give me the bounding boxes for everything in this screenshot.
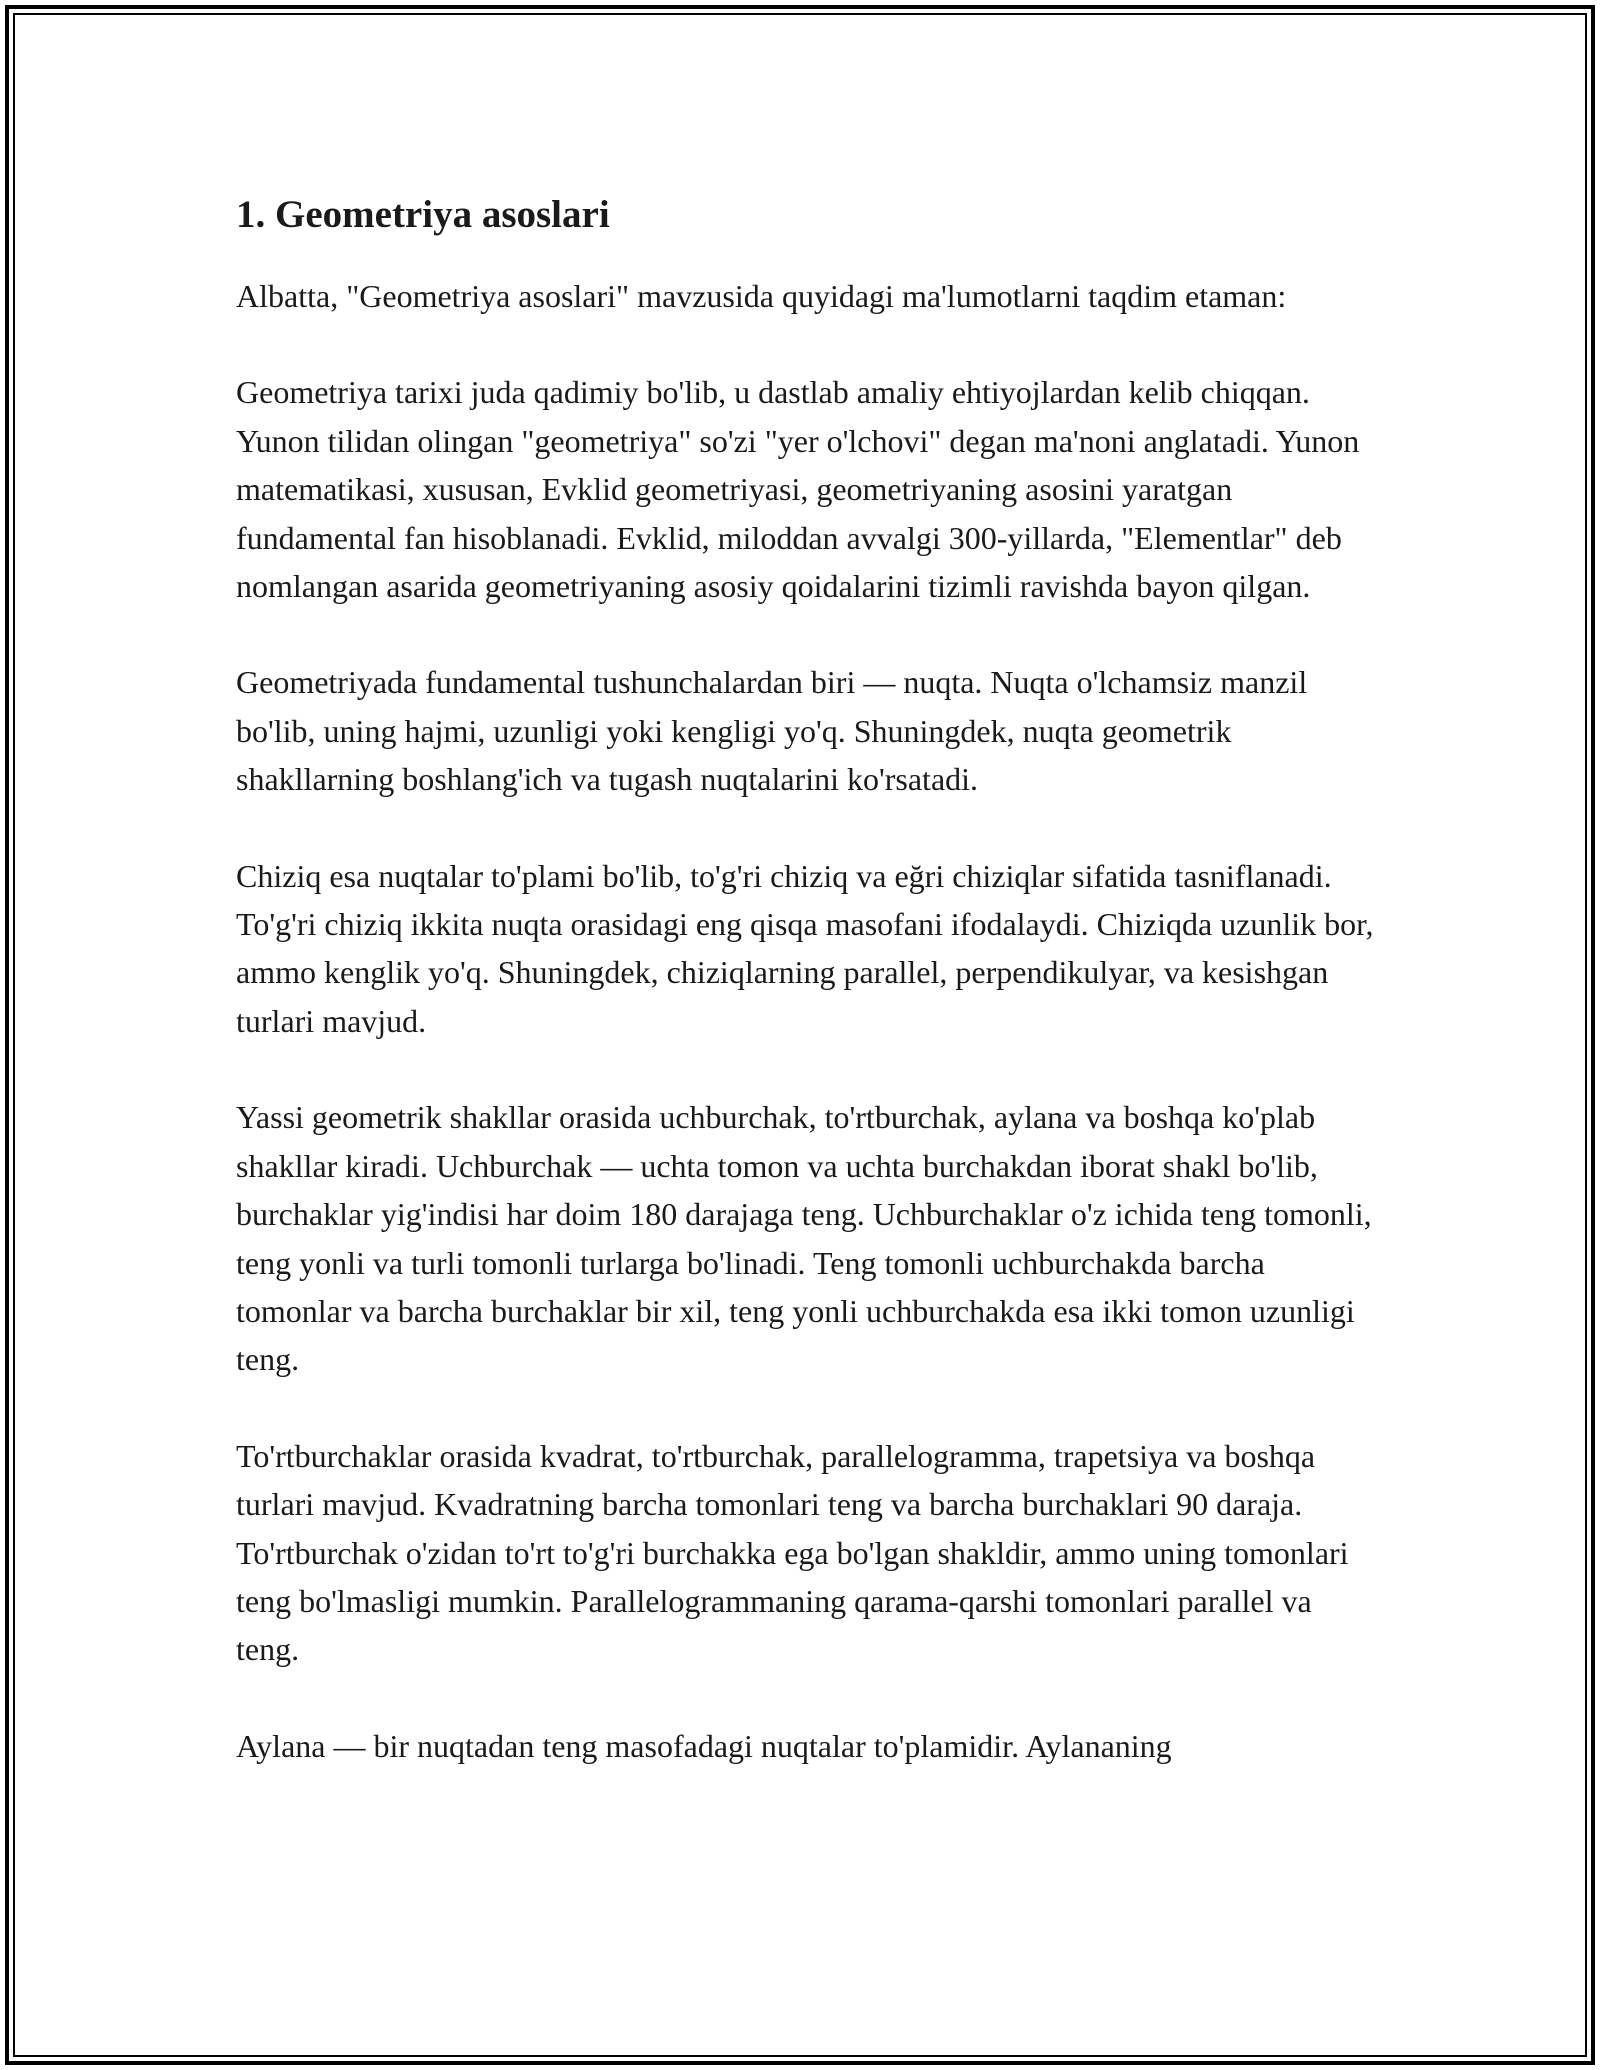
paragraph-history: Geometriya tarixi juda qadimiy bo'lib, u dastlab amaliy ehtiyojlardan kelib chiqqan. Yunon tilidan olingan "geometriya" so'zi "yer o'lchovi" degan ma'noni anglatadi. Yunon matematikasi, xususan, Evklid geometriyasi, geometriyaning asosini yaratgan fundamental fan hisoblanadi. Evklid, miloddan avvalgi 300-yillarda, "Elementlar" deb nomlangan asarida geometriyaning asosiy qoidalarini tizimli ravishda bayon qilgan. [236, 374, 1360, 605]
paragraph-point: Geometriyada fundamental tushunchalardan biri — nuqta. Nuqta o'lchamsiz manzil bo'lib, uning hajmi, uzunligi yoki kengligi yo'q. Shuningdek, nuqta geometrik shakllarning boshlang'ich va tugash nuqtalarini ko'rsatadi. [236, 664, 1308, 798]
paragraph-circle: Aylana — bir nuqtadan teng masofadagi nuqtalar to'plamidir. Aylananing [236, 1727, 1172, 1764]
paragraph-line: Chiziq esa nuqtalar to'plami bo'lib, to'g'ri chiziq va eğri chiziqlar sifatida tasniflanadi. To'g'ri chiziq ikkita nuqta orasidagi eng qisqa masofani ifodalaydi. Chiziqda uzunlik bor, ammo kenglik yo'q. Shuningdek, chiziqlarning parallel, perpendikulyar, va kesishgan turlari mavjud. [236, 857, 1374, 1039]
paragraph-quadrilateral: To'rtburchaklar orasida kvadrat, to'rtburchak, parallelogramma, trapetsiya va boshqa turlari mavjud. Kvadratning barcha tomonlari teng va barcha burchaklari 90 daraja. To'rtburchak o'zidan to'rt to'g'ri burchakka ega bo'lgan shakldir, ammo uning tomonlari teng bo'lmasligi mumkin. Parallelogrammaning qarama-qarshi tomonlari parallel va teng. [236, 1437, 1349, 1668]
paragraph-triangle: Yassi geometrik shakllar orasida uchburchak, to'rtburchak, aylana va boshqa ko'plab shakllar kiradi. Uchburchak — uchta tomon va uchta burchakdan iborat shakl bo'lib, burchaklar yig'indisi har doim 180 darajaga teng. Uchburchaklar o'z ichida teng tomonli, teng yonli va turli tomonli turlarga bo'linadi. Teng tomonli uchburchakda barcha tomonlar va barcha burchaklar bir xil, teng yonli uchburchakda esa ikki tomon uzunligi teng. [236, 1099, 1372, 1378]
paragraph-intro: Albatta, "Geometriya asoslari" mavzusida quyidagi ma'lumotlarni taqdim etaman: [236, 278, 1287, 314]
document-body [236, 188, 1376, 1818]
section-title: 1. Geometriya asoslari [236, 193, 610, 236]
